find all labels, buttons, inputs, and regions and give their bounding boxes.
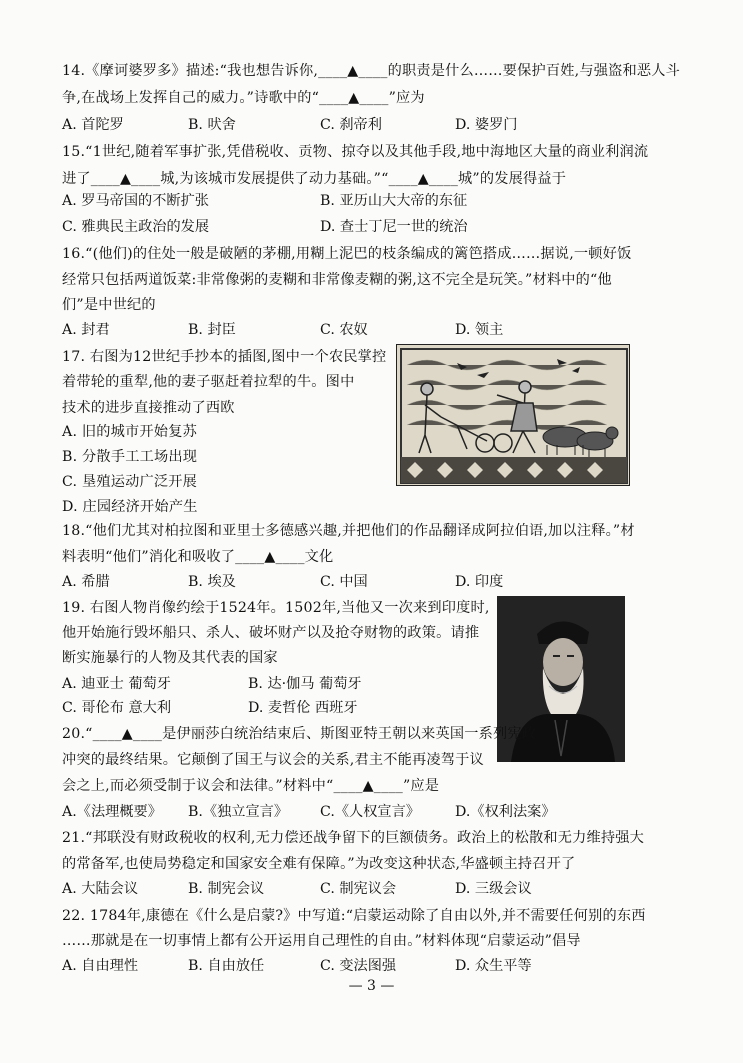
q15-option-c[interactable]: C. 雅典民主政治的发展 [62, 219, 210, 235]
q21-option-b[interactable]: B. 制宪会议 [188, 881, 265, 897]
q20-stem-line3: 会之上,而必须受制于议会和法律。”材料中“____▲____”应是 [62, 778, 440, 794]
q22-stem-line2: ……那就是在一切事情上都有公开运用自己理性的自由。”材料体现“启蒙运动”倡导 [62, 933, 581, 949]
q17-option-d[interactable]: D. 庄园经济开始产生 [62, 499, 198, 515]
q21-stem-line1: 21.“邦联没有财政税收的权利,无力偿还战争留下的巨额债务。政治上的松散和无力维持强大 [62, 830, 645, 846]
q15-option-b[interactable]: B. 亚历山大大帝的东征 [320, 193, 468, 209]
q16-option-c[interactable]: C. 农奴 [320, 322, 368, 338]
q17-option-b[interactable]: B. 分散手工工场出现 [62, 449, 198, 465]
q19-stem-line3: 断实施暴行的人物及其代表的国家 [62, 650, 278, 666]
q17-option-c[interactable]: C. 垦殖运动广泛开展 [62, 474, 198, 490]
q14-stem-line1: 14.《摩诃婆罗多》描述:“我也想告诉你,____▲____的职责是什么……要保护百姓,与强盗和恶人斗 [62, 63, 681, 79]
q22-options [62, 955, 682, 977]
q16-stem-line2: 经常只包括两道饭菜:非常像粥的麦糊和非常像麦糊的粥,这不完全是玩笑。”材料中的“他 [62, 272, 612, 288]
q14-option-b[interactable]: B. 吠舍 [188, 117, 236, 133]
plowing-illustration-icon [397, 345, 630, 486]
q14-option-a[interactable]: A. 首陀罗 [62, 117, 124, 133]
q18-option-d[interactable]: D. 印度 [455, 574, 504, 590]
q21-stem-line2: 的常备军,也使局势稳定和国家安全难有保障。”为改变这种状态,华盛顿主持召开了 [62, 856, 576, 872]
q19-option-c[interactable]: C. 哥伦布 意大利 [62, 700, 172, 716]
q19-stem-line1: 19. 右图人物肖像约绘于1524年。1502年,当他又一次来到印度时, [62, 600, 490, 616]
q15-stem-line1: 15.“1世纪,随着军事扩张,凭借税收、贡物、掠夺以及其他手段,地中海地区大量的商业利润流 [62, 144, 649, 160]
q16-option-a[interactable]: A. 封君 [62, 322, 110, 338]
q18-option-c[interactable]: C. 中国 [320, 574, 368, 590]
q20-option-d[interactable]: D.《权利法案》 [455, 804, 556, 820]
q18-option-b[interactable]: B. 埃及 [188, 574, 236, 590]
page-number: — 3 — [348, 978, 395, 994]
q20-stem-line1: 20.“____▲____是伊丽莎白统治结束后、斯图亚特王朝以来英国一系列宪政 [62, 726, 537, 742]
q15-option-a[interactable]: A. 罗马帝国的不断扩张 [62, 193, 209, 209]
q22-option-b[interactable]: B. 自由放任 [188, 958, 265, 974]
q15-options-row1 [62, 190, 682, 212]
q14-options [62, 114, 682, 136]
q14-stem-line2: 争,在战场上发挥自己的威力。”诗歌中的“____▲____”应为 [62, 90, 425, 106]
q18-stem-line1: 18.“他们尤其对柏拉图和亚里士多德感兴趣,并把他们的作品翻译成阿拉伯语,加以注释。”材 [62, 523, 635, 539]
q17-option-a[interactable]: A. 旧的城市开始复苏 [62, 424, 197, 440]
q16-stem-line3: 们”是中世纪的 [62, 297, 156, 313]
q15-options-row2 [62, 216, 682, 238]
q18-stem-line2: 料表明“他们”消化和吸收了____▲____文化 [62, 549, 334, 565]
q22-option-d[interactable]: D. 众生平等 [455, 958, 532, 974]
q14-option-c[interactable]: C. 刹帝利 [320, 117, 382, 133]
q22-option-a[interactable]: A. 自由理性 [62, 958, 139, 974]
q19-options-row1 [62, 673, 482, 695]
q21-options [62, 878, 682, 900]
q21-option-c[interactable]: C. 制宪议会 [320, 881, 397, 897]
q16-stem-line1: 16.“(他们)的住处一般是破陋的茅棚,用糊上泥巴的枝条编成的篱笆搭成……据说,一顿好饭 [62, 246, 632, 262]
q17-stem-line2: 着带轮的重犁,他的妻子驱赶着拉犁的牛。图中 [62, 374, 355, 390]
q21-option-d[interactable]: D. 三级会议 [455, 881, 532, 897]
q19-options-row2 [62, 697, 482, 719]
q20-option-b[interactable]: B.《独立宣言》 [188, 804, 289, 820]
q19-option-a[interactable]: A. 迪亚士 葡萄牙 [62, 676, 171, 692]
q19-option-d[interactable]: D. 麦哲伦 西班牙 [248, 700, 358, 716]
q18-options [62, 571, 682, 593]
q16-option-b[interactable]: B. 封臣 [188, 322, 236, 338]
q20-options [62, 801, 682, 823]
q17-stem-line3: 技术的进步直接推动了西欧 [62, 400, 235, 416]
q22-stem-line1: 22. 1784年,康德在《什么是启蒙?》中写道:“启蒙运动除了自由以外,并不需要任何别的东西 [62, 908, 646, 924]
q21-option-a[interactable]: A. 大陆会议 [62, 881, 139, 897]
q17-stem-line1: 17. 右图为12世纪手抄本的插图,图中一个农民掌控 [62, 349, 387, 365]
q16-option-d[interactable]: D. 领主 [455, 322, 504, 338]
q22-option-c[interactable]: C. 变法图强 [320, 958, 397, 974]
q20-option-a[interactable]: A.《法理概要》 [62, 804, 162, 820]
q19-option-b[interactable]: B. 达·伽马 葡萄牙 [248, 676, 362, 692]
q14-option-d[interactable]: D. 婆罗门 [455, 117, 518, 133]
plowing-illustration [396, 344, 630, 486]
q18-option-a[interactable]: A. 希腊 [62, 574, 110, 590]
q19-stem-line2: 他开始施行毁坏船只、杀人、破坏财产以及抢夺财物的政策。请推 [62, 625, 480, 641]
q20-stem-line2: 冲突的最终结果。它颠倒了国王与议会的关系,君主不能再凌驾于议 [62, 752, 484, 768]
q15-stem-line2: 进了____▲____城,为该城市发展提供了动力基础。”“____▲____城”的发展得益于 [62, 171, 567, 187]
q20-option-c[interactable]: C.《人权宣言》 [320, 804, 420, 820]
q16-options [62, 319, 682, 341]
q15-option-d[interactable]: D. 查士丁尼一世的统治 [320, 219, 468, 235]
